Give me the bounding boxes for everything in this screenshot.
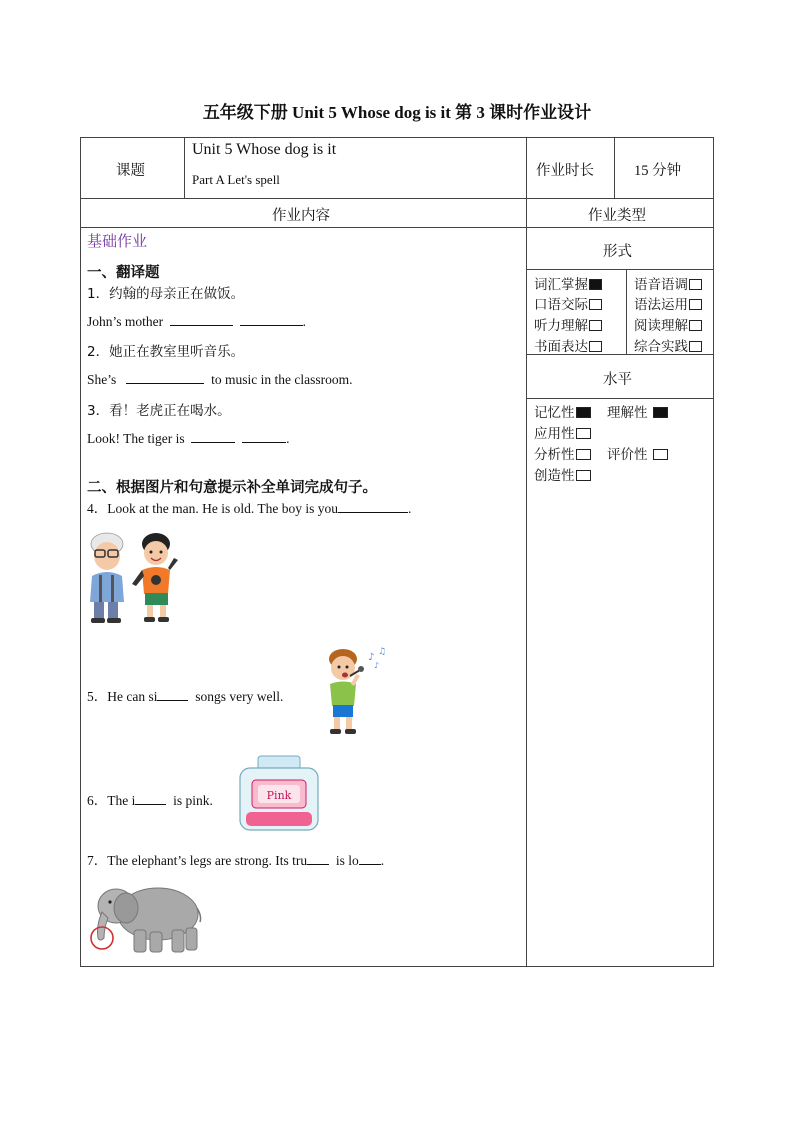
blank [307,851,329,865]
answer-line-2: She’s to music in the classroom. [87,372,353,387]
question-2: 2．她正在教室里听音乐。 [87,344,245,360]
checkbox-checked [653,407,668,418]
blank [240,312,303,326]
svg-text:♫: ♫ [378,647,387,657]
topic-subtitle: Part A Let's spell [192,172,280,187]
form-item-writing: 书面表达 [534,335,602,355]
blank [359,851,381,865]
question-3: 3．看！老虎正在喝水。 [87,403,231,419]
svg-text:♪: ♪ [368,652,375,663]
blank [338,499,408,513]
duration-value: 15 分钟 [634,163,682,179]
checkbox [689,320,702,331]
answer-line-3: Look! The tiger is . [87,431,290,446]
form-label: 形式 [603,244,632,260]
checkbox [589,320,602,331]
blank [126,370,204,384]
topic-title: Unit 5 Whose dog is it [192,141,337,158]
question-4: 4．Look at the man. He is old. The boy is you . [87,501,412,516]
old-man-and-boy-image [84,528,184,626]
checkbox [576,470,591,481]
ink-bottle-image [236,754,322,834]
form-item-speaking: 口语交际 [534,293,602,313]
level-item-memory: 记忆性 [534,401,591,421]
question-5: 5．He can si songs very well. [87,689,284,704]
form-item-pronunciation: 语音语调 [634,273,702,293]
topic-label: 课题 [116,163,145,179]
page-title: 五年级下册 Unit 5 Whose dog is it 第 3 课时作业设计 [202,103,592,122]
checkbox [576,428,591,439]
content-header: 作业内容 [272,208,330,224]
blank [191,429,235,443]
checkbox [589,299,602,310]
question-6: 6．The i is pink. [87,793,213,808]
checkbox [589,341,602,352]
level-item-understanding: 理解性 [607,401,668,421]
part2-title: 二、根据图片和句意提示补全单词完成句子。 [87,480,377,496]
duration-label: 作业时长 [536,163,594,179]
part1-title: 一、翻译题 [87,265,160,281]
section-heading: 基础作业 [87,232,148,250]
answer-line-1: John’s mother . [87,314,306,329]
elephant-image [88,878,204,956]
boy-singing-image [318,646,392,738]
checkbox-checked [576,407,591,418]
blank [242,429,286,443]
level-item-creativity: 创造性 [534,464,591,484]
level-item-application: 应用性 [534,422,591,442]
checkbox [689,299,702,310]
blank [170,312,233,326]
level-item-evaluation: 评价性 [607,443,668,463]
svg-text:♪: ♪ [374,661,380,670]
form-item-listening: 听力理解 [534,314,602,334]
checkbox-checked [589,279,602,290]
level-label: 水平 [603,372,632,388]
checkbox [653,449,668,460]
checkbox [576,449,591,460]
form-item-grammar: 语法运用 [634,293,702,313]
question-7: 7．The elephant’s legs are strong. Its tru is lo . [87,853,385,868]
blank [135,791,166,805]
type-header: 作业类型 [588,208,646,224]
form-item-vocab: 词汇掌握 [534,273,602,293]
question-1: 1．约翰的母亲正在做饭。 [87,286,245,302]
checkbox [689,279,702,290]
jar-label: Pink [266,789,292,802]
checkbox [689,341,702,352]
blank [157,687,188,701]
form-item-practice: 综合实践 [634,335,702,355]
level-item-analysis: 分析性 [534,443,591,463]
form-item-reading: 阅读理解 [634,314,702,334]
